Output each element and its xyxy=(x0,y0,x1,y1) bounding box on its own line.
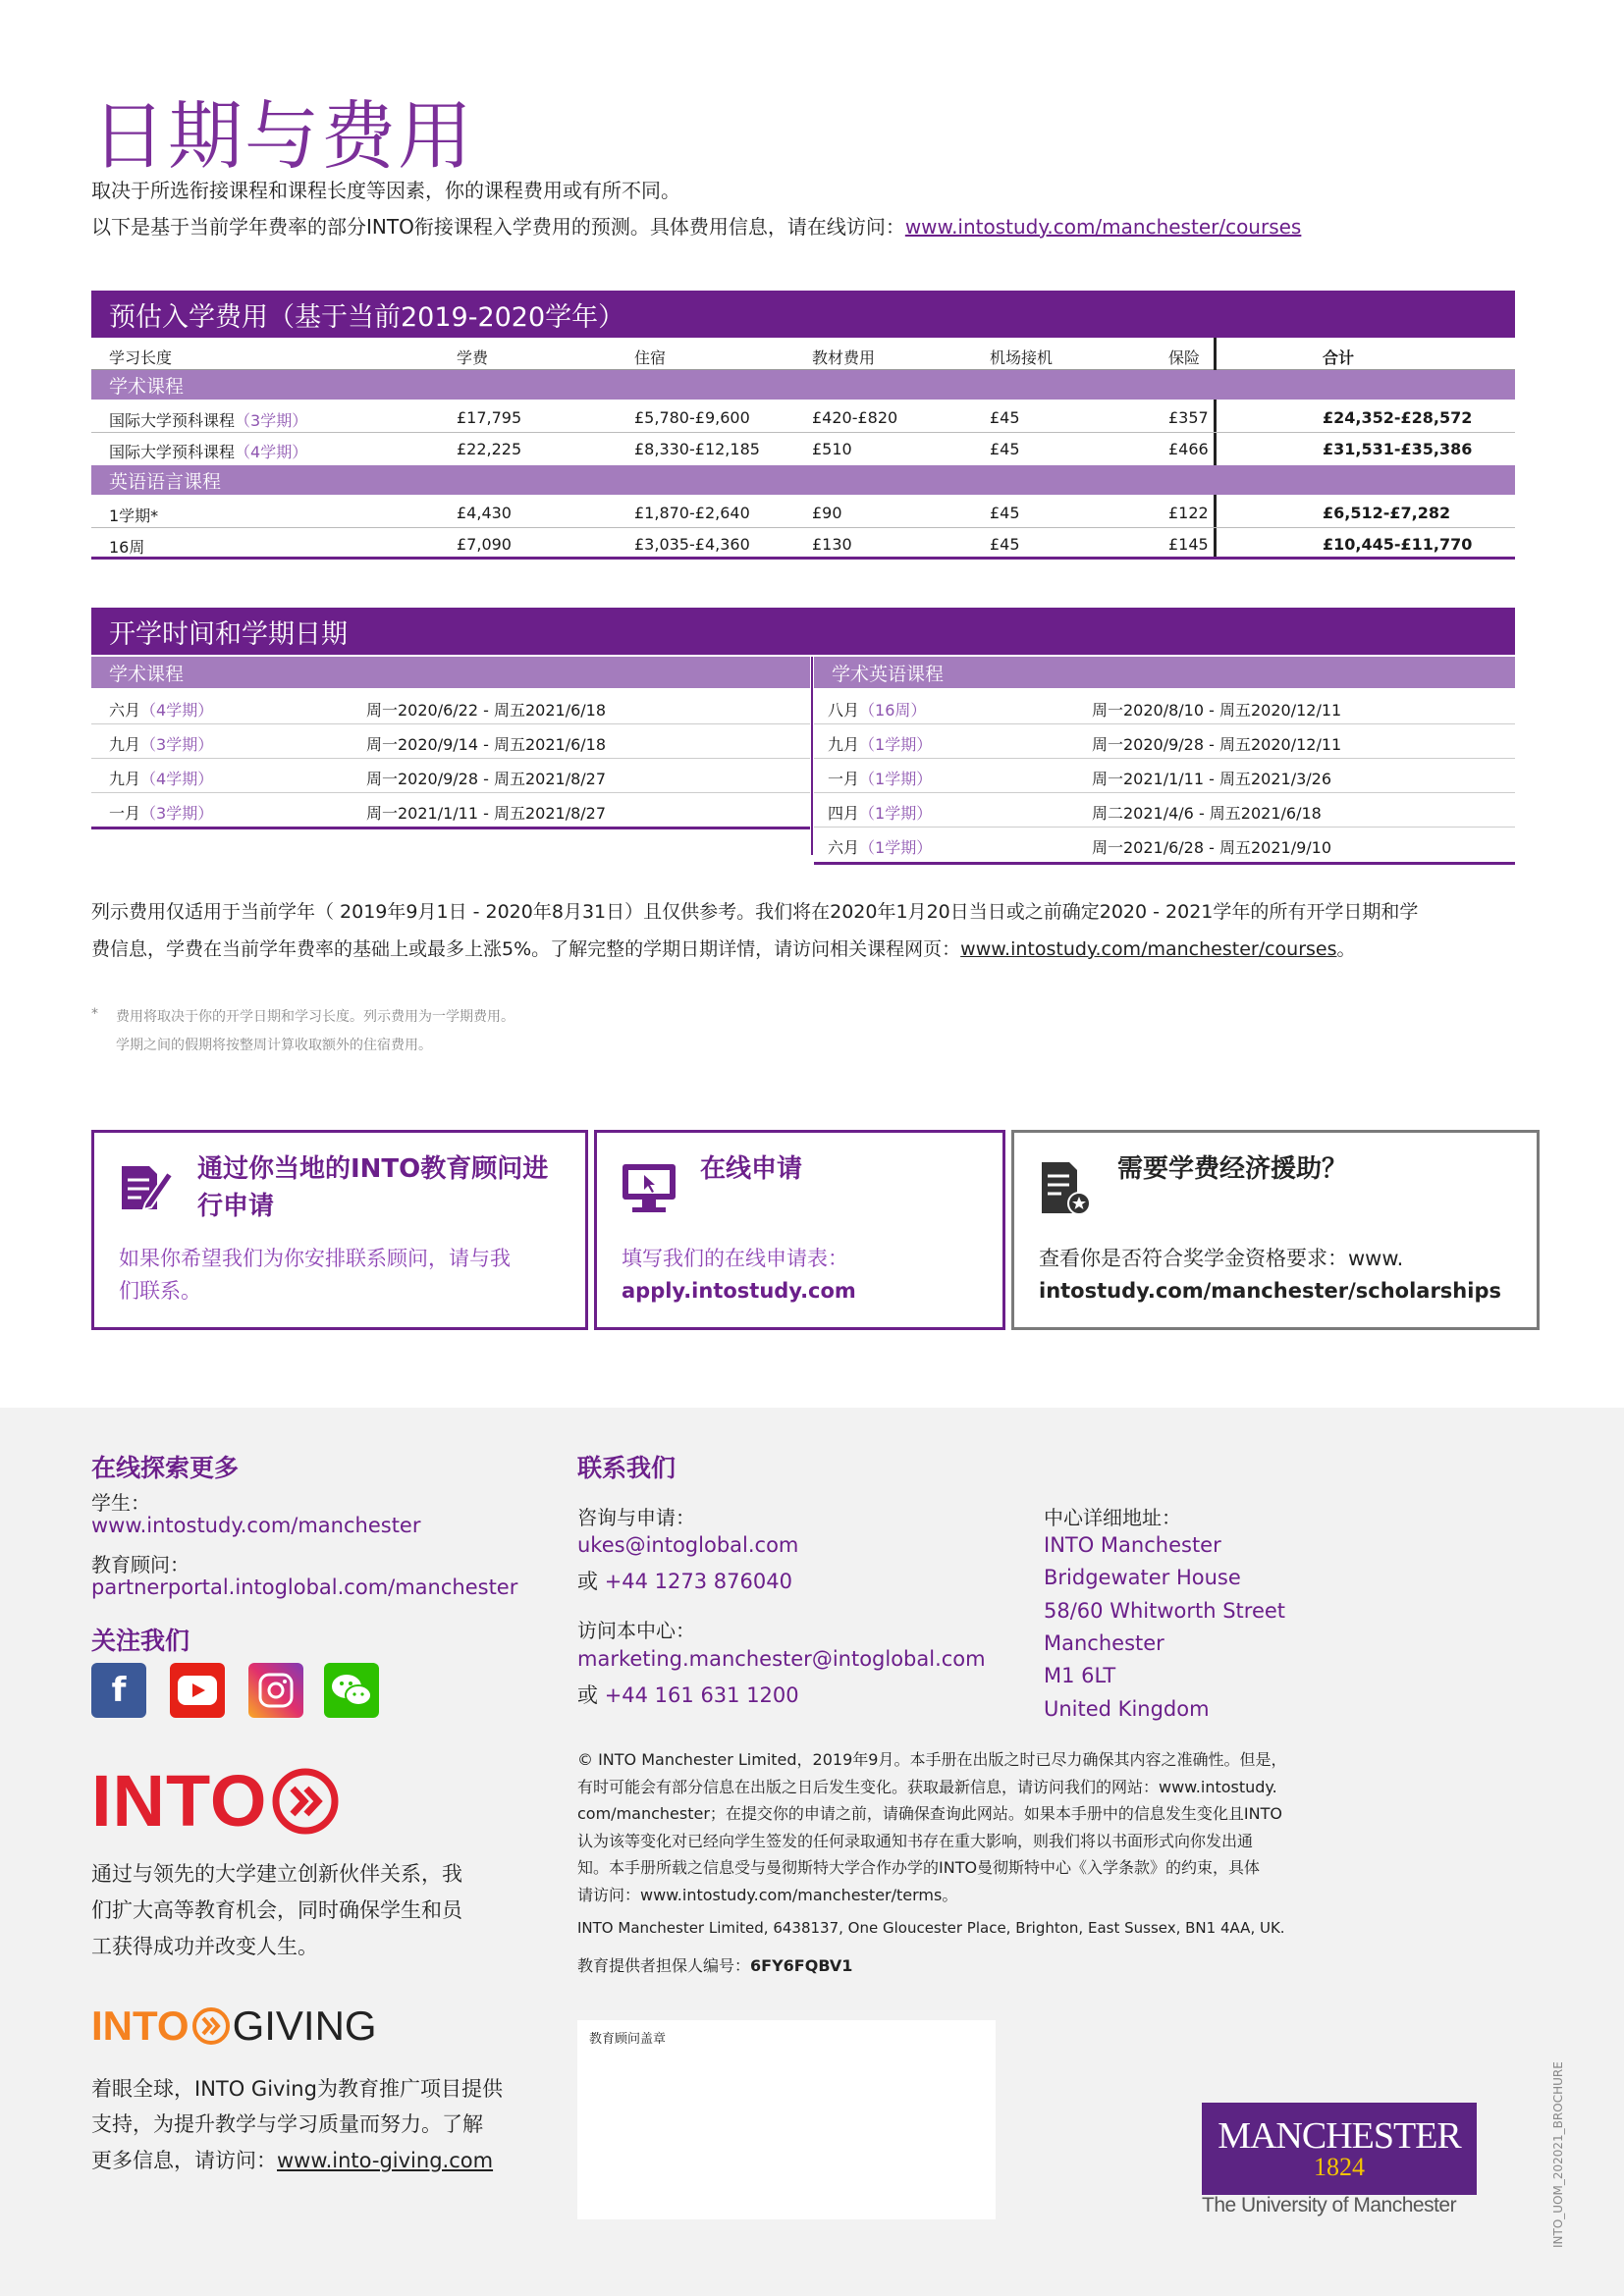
youtube-icon[interactable] xyxy=(170,1663,225,1718)
month: 九月 xyxy=(109,735,141,754)
table-row xyxy=(91,433,1515,464)
footnote-star: * xyxy=(91,1006,98,1022)
term: （1学期） xyxy=(859,838,933,857)
visit-phone[interactable]: +44 161 631 1200 xyxy=(604,1683,799,1707)
note-line-1: 列示费用仅适用于当前学年（ 2019年9月1日 - 2020年8月31日）且仅供参考。我们将在2020年1月20日当日或之前确定2020 - 2021学年的所有开学日期和学 xyxy=(91,901,1419,923)
list-item xyxy=(814,793,1515,828)
stamp-label: 教育顾问盖章 xyxy=(589,2032,667,2047)
list-item xyxy=(91,690,810,724)
legal-line: com/manchester；在提交你的申请之前，请确保查询此网站。如果本手册中的信息发生变化且INTO xyxy=(577,1804,1282,1823)
cell-insurance: £357 xyxy=(1168,408,1209,427)
box-title: 在线申请 xyxy=(700,1154,803,1184)
term: （4学期） xyxy=(140,770,214,788)
address-line: United Kingdom xyxy=(1044,1697,1210,1721)
date-range: 周二2021/4/6 - 周五2021/6/18 xyxy=(1092,804,1322,823)
wechat-icon[interactable] xyxy=(324,1663,379,1718)
date-range: 周一2021/6/28 - 周五2021/9/10 xyxy=(1092,838,1332,857)
facebook-icon[interactable]: f xyxy=(91,1663,146,1718)
cell-tuition: £22,225 xyxy=(457,440,522,458)
box-title: 需要学费经济援助？ xyxy=(1117,1154,1348,1184)
into-desc-2: 们扩大高等教育机会，同时确保学生和员 xyxy=(91,1898,462,1922)
cell-airport: £45 xyxy=(990,440,1020,458)
cell-insurance: £145 xyxy=(1168,535,1209,554)
sponsor-line xyxy=(577,1953,852,1976)
giving-line-2: 支持，为提升教学与学习质量而努力。了解 xyxy=(91,2112,483,2136)
cell-tuition: £7,090 xyxy=(457,535,512,554)
month: 九月 xyxy=(828,735,860,754)
cell-accom: £8,330-£12,185 xyxy=(634,440,760,458)
date-range: 周一2020/9/28 - 周五2021/8/27 xyxy=(366,770,607,788)
giving-link[interactable]: www.into-giving.com xyxy=(277,2149,494,2172)
cell-books: £130 xyxy=(812,535,852,554)
manchester-subtitle: The University of Manchester xyxy=(1202,2194,1457,2216)
address-line: INTO Manchester xyxy=(1044,1533,1221,1557)
cell-accom: £3,035-£4,360 xyxy=(634,535,750,554)
enquiry-phone[interactable]: +44 1273 876040 xyxy=(604,1570,792,1593)
giving-line-1: 着眼全球，INTO Giving为教育推广项目提供 xyxy=(91,2077,503,2101)
giving-line-3 xyxy=(91,2145,493,2174)
cell-books: £420-£820 xyxy=(812,408,898,427)
dates-right-list xyxy=(814,690,1515,865)
contact-heading: 联系我们 xyxy=(577,1454,677,1482)
phone-prefix: 或 xyxy=(577,1683,605,1707)
date-range: 周一2021/1/11 - 周五2021/8/27 xyxy=(366,804,607,823)
section-dates-english: 学术英语课程 xyxy=(814,657,1515,688)
enquiry-phone-line xyxy=(577,1566,792,1595)
legal-line: 有时可能会有部分信息在出版之日后发生变化。获取最新信息，请访问我们的网站：www.intostudy. xyxy=(577,1777,1277,1796)
address-line: Bridgewater House xyxy=(1044,1566,1241,1589)
month: 一月 xyxy=(828,770,860,788)
address-label: 中心详细地址： xyxy=(1044,1506,1181,1529)
term: （1学期） xyxy=(859,770,933,788)
legal-line: © INTO Manchester Limited，2019年9月。本手册在出版之时已尽力确保其内容之准确性。但是， xyxy=(577,1750,1287,1769)
term: （4学期） xyxy=(140,701,214,720)
into-desc-1: 通过与领先的大学建立创新伙伴关系，我 xyxy=(91,1862,462,1886)
section-dates-academic: 学术课程 xyxy=(91,657,810,688)
term: （1学期） xyxy=(859,804,933,823)
dates-divider xyxy=(811,657,813,855)
courses-link[interactable]: www.intostudy.com/manchester/courses xyxy=(904,215,1302,239)
legal-text xyxy=(577,1746,1286,1908)
row-name: 国际大学预科课程 xyxy=(109,411,236,430)
list-item xyxy=(814,724,1515,759)
month: 八月 xyxy=(828,701,860,720)
cell-books: £510 xyxy=(812,440,852,458)
advisor-link[interactable]: partnerportal.intoglobal.com/manchester xyxy=(91,1575,518,1599)
page-title: 日期与费用 xyxy=(91,92,474,180)
month: 六月 xyxy=(828,838,860,857)
col-books: 教材费用 xyxy=(812,348,876,367)
address-line: Manchester xyxy=(1044,1631,1164,1655)
into-giving-logo xyxy=(91,2002,377,2050)
box-text-line-1 xyxy=(1039,1243,1403,1275)
intro-line-2 xyxy=(91,211,1301,240)
month: 六月 xyxy=(109,701,141,720)
row-term: （3学期） xyxy=(235,411,308,430)
giving-logo-into: INTO xyxy=(91,2002,189,2049)
dates-table-heading: 开学时间和学期日期 xyxy=(91,608,1515,655)
dates-left-list xyxy=(91,690,810,829)
note-end: 。 xyxy=(1336,938,1356,960)
section-academic: 学术课程 xyxy=(91,370,1515,400)
note-link[interactable]: www.intostudy.com/manchester/courses xyxy=(960,938,1337,960)
manchester-logo xyxy=(1202,2103,1477,2195)
visit-email[interactable]: marketing.manchester@intoglobal.com xyxy=(577,1647,986,1671)
cell-total: £10,445-£11,770 xyxy=(1323,535,1473,554)
giving-text: 更多信息，请访问： xyxy=(91,2149,277,2172)
cell-books: £90 xyxy=(812,504,842,522)
list-item xyxy=(814,759,1515,793)
cell-tuition: £4,430 xyxy=(457,504,512,522)
col-tuition: 学费 xyxy=(457,348,489,367)
col-accom: 住宿 xyxy=(634,348,667,367)
cell-tuition: £17,795 xyxy=(457,408,522,427)
cell-airport: £45 xyxy=(990,504,1020,522)
sponsor-number: 6FY6FQBV1 xyxy=(750,1956,853,1975)
form-edit-icon xyxy=(116,1158,175,1215)
advisor-stamp-box xyxy=(577,2020,996,2219)
list-item xyxy=(91,759,810,793)
explore-heading: 在线探索更多 xyxy=(91,1454,240,1482)
term: （1学期） xyxy=(859,735,933,754)
cell-total: £24,352-£28,572 xyxy=(1323,408,1473,427)
address-line: 58/60 Whitworth Street xyxy=(1044,1599,1286,1623)
list-item xyxy=(91,793,810,829)
row-term: （4学期） xyxy=(235,443,308,461)
box-title-line-1: 通过你当地的INTO教育顾问进 xyxy=(197,1154,549,1184)
legal-line: 认为该等变化对已经向学生签发的任何录取通知书存在重大影响，则我们将以书面形式向你发出通 xyxy=(577,1831,1254,1850)
month: 九月 xyxy=(109,770,141,788)
advisor-label: 教育顾问： xyxy=(91,1553,189,1576)
enquiry-label: 咨询与申请： xyxy=(577,1506,695,1529)
enquiry-email[interactable]: ukes@intoglobal.com xyxy=(577,1533,799,1557)
term: （3学期） xyxy=(140,804,214,823)
col-length: 学习长度 xyxy=(109,348,173,367)
apply-via-advisor-box[interactable] xyxy=(91,1130,588,1330)
legal-line: 知。本手册所载之信息受与曼彻斯特大学合作办学的INTO曼彻斯特中心《入学条款》的约束，具体 xyxy=(577,1858,1261,1877)
fees-table-heading: 预估入学费用（基于当前2019-2020学年） xyxy=(91,291,1515,338)
visit-phone-line xyxy=(577,1680,799,1709)
into-logo xyxy=(91,1759,340,1842)
cell-accom: £5,780-£9,600 xyxy=(634,408,750,427)
term: （3学期） xyxy=(140,735,214,754)
table-row xyxy=(91,528,1515,560)
note-line-2 xyxy=(91,934,1356,961)
instagram-icon[interactable] xyxy=(248,1663,303,1718)
month: 四月 xyxy=(828,804,860,823)
visit-label: 访问本中心： xyxy=(577,1619,695,1642)
brochure-code: INTO_UOM_202021_BROCHURE xyxy=(1551,2061,1565,2248)
note-text: 费信息，学费在当前学年费率的基础上或最多上涨5%。了解完整的学期日期详情，请访问相关课程网页： xyxy=(91,938,961,960)
cell-insurance: £466 xyxy=(1168,440,1209,458)
date-range: 周一2020/9/14 - 周五2021/6/18 xyxy=(366,735,607,754)
term: （16周） xyxy=(859,701,927,720)
apply-link[interactable]: apply.intostudy.com xyxy=(622,1279,856,1303)
row-name: 国际大学预科课程 xyxy=(109,443,236,461)
col-airport: 机场接机 xyxy=(990,348,1054,367)
month: 一月 xyxy=(109,804,141,823)
table-row xyxy=(91,401,1515,433)
box-title xyxy=(197,1150,548,1225)
box-text-line-2: 们联系。 xyxy=(119,1279,201,1303)
col-insurance: 保险 xyxy=(1168,348,1201,367)
cell-total: £31,531-£35,386 xyxy=(1323,440,1473,458)
box-text: 查看你是否符合奖学金资格要求：www. xyxy=(1039,1247,1404,1270)
table-row xyxy=(91,497,1515,528)
col-total: 合计 xyxy=(1323,348,1355,367)
scholarships-link[interactable]: intostudy.com/manchester/scholarships xyxy=(1039,1279,1501,1303)
into-logo-text: INTO xyxy=(91,1760,268,1842)
apply-online-box[interactable] xyxy=(594,1130,1005,1330)
section-english: 英语语言课程 xyxy=(91,465,1515,495)
box-title-line-2: 行申请 xyxy=(197,1192,275,1221)
date-range: 周一2020/9/28 - 周五2020/12/11 xyxy=(1092,735,1342,754)
legal-line: 请访问：www.intostudy.com/manchester/terms。 xyxy=(577,1885,958,1904)
follow-heading: 关注我们 xyxy=(91,1627,190,1655)
list-item xyxy=(814,828,1515,865)
computer-icon xyxy=(619,1160,679,1215)
box-text-line-1: 如果你希望我们为你安排联系顾问，请与我 xyxy=(119,1247,511,1270)
intro-line-1: 取决于所选衔接课程和课程长度等因素，你的课程费用或有所不同。 xyxy=(91,179,680,202)
manchester-year: 1824 xyxy=(1314,2153,1365,2181)
date-range: 周一2020/6/22 - 周五2021/6/18 xyxy=(366,701,607,720)
cell-total: £6,512-£7,282 xyxy=(1323,504,1451,522)
intro-text: 以下是基于当前学年费率的部分INTO衔接课程入学费用的预测。具体费用信息，请在线访问： xyxy=(91,215,905,239)
fees-table-header-row xyxy=(91,338,1515,370)
financial-aid-box[interactable] xyxy=(1011,1130,1540,1330)
company-info: INTO Manchester Limited, 6438137, One Gloucester Place, Brighton, East Sussex, BN1 4AA, UK. xyxy=(577,1919,1285,1937)
cell-accom: £1,870-£2,640 xyxy=(634,504,750,522)
date-range: 周一2021/1/11 - 周五2021/3/26 xyxy=(1092,770,1332,788)
date-range: 周一2020/8/10 - 周五2020/12/11 xyxy=(1092,701,1342,720)
footnote-line-2: 学期之间的假期将按整周计算收取额外的住宿费用。 xyxy=(116,1038,432,1053)
cell-airport: £45 xyxy=(990,535,1020,554)
into-chevron-icon xyxy=(271,1767,340,1836)
address-line: M1 6LT xyxy=(1044,1664,1116,1687)
row-name: 16周 xyxy=(109,538,145,557)
student-link[interactable]: www.intostudy.com/manchester xyxy=(91,1514,421,1537)
certificate-icon xyxy=(1036,1158,1095,1219)
list-item xyxy=(91,724,810,759)
into-desc-3: 工获得成功并改变人生。 xyxy=(91,1935,318,1958)
giving-chevron-icon xyxy=(191,2006,231,2046)
phone-prefix: 或 xyxy=(577,1570,605,1593)
cell-airport: £45 xyxy=(990,408,1020,427)
footnote-line-1: 费用将取决于你的开学日期和学习长度。列示费用为一学期费用。 xyxy=(116,1009,514,1025)
list-item xyxy=(814,690,1515,724)
cell-insurance: £122 xyxy=(1168,504,1209,522)
manchester-word: MANCHESTER xyxy=(1218,2115,1461,2157)
box-text-line-1: 填写我们的在线申请表： xyxy=(622,1247,848,1270)
row-name: 1学期* xyxy=(109,507,159,525)
student-label: 学生： xyxy=(91,1491,150,1515)
sponsor-label: 教育提供者担保人编号： xyxy=(577,1956,751,1975)
giving-logo-word: GIVING xyxy=(232,2002,377,2049)
